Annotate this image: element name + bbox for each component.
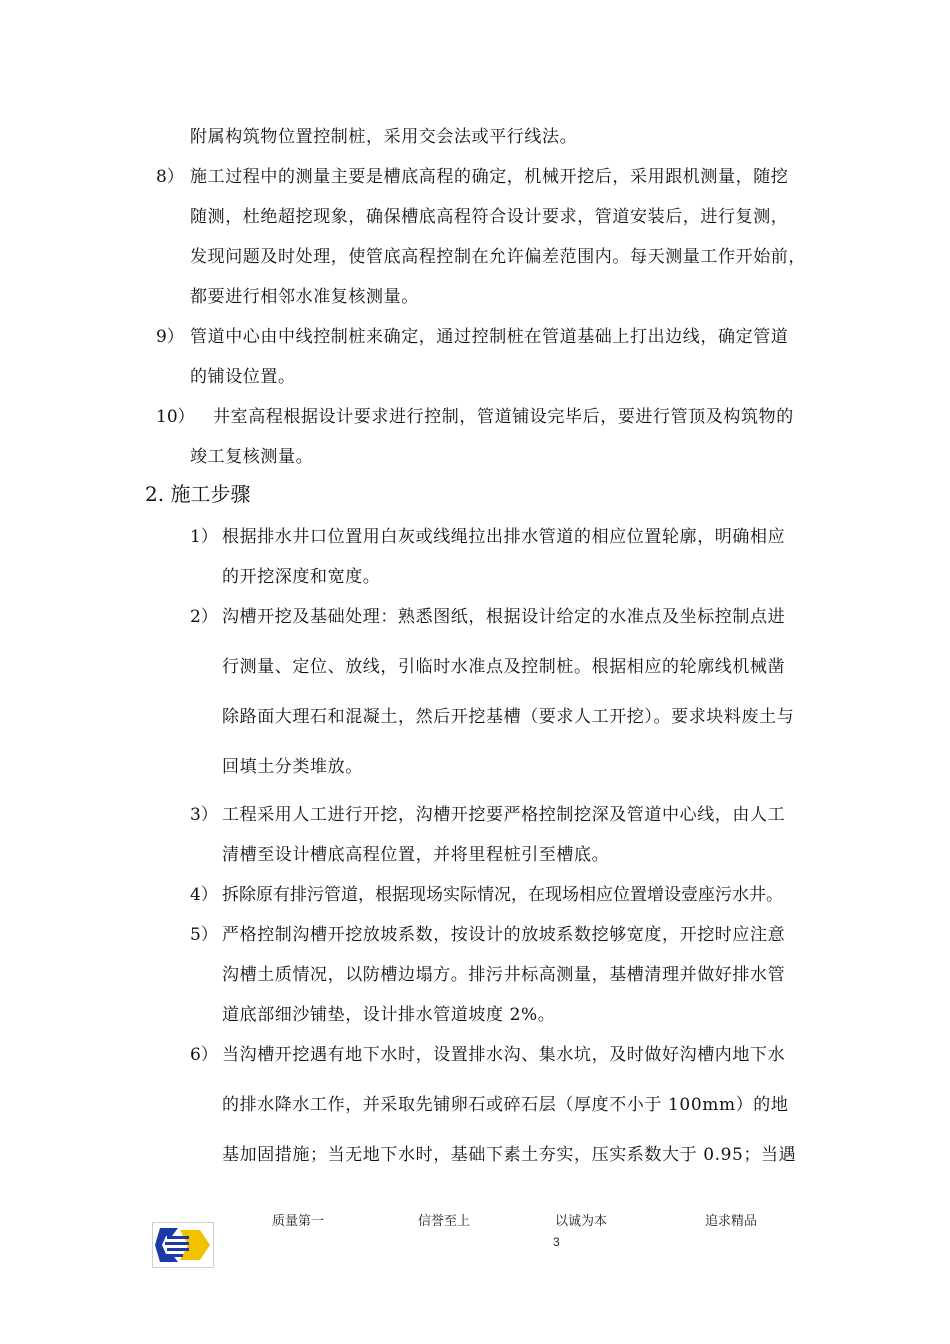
- item-number: 6）: [190, 1045, 218, 1065]
- paragraph-line: 严格控制沟槽开挖放坡系数，按设计的放坡系数挖够宽度，开挖时应注意: [222, 925, 786, 945]
- paragraph-line: 当沟槽开挖遇有地下水时，设置排水沟、集水坑，及时做好沟槽内地下水: [222, 1045, 786, 1065]
- paragraph-line: 的排水降水工作，并采取先铺卵石或碎石层（厚度不小于 100mm）的地: [222, 1095, 789, 1115]
- footer-motto: 追求精品: [705, 1214, 758, 1229]
- paragraph-line: 道底部细沙铺垫，设计排水管道坡度 2%。: [222, 1005, 556, 1025]
- footer-motto: 以诚为本: [555, 1214, 608, 1229]
- paragraph-line: 都要进行相邻水准复核测量。: [190, 287, 419, 307]
- paragraph-line: 根据排水井口位置用白灰或线绳拉出排水管道的相应位置轮廓，明确相应: [222, 527, 786, 547]
- paragraph-line: 随测，杜绝超挖现象，确保槽底高程符合设计要求，管道安装后，进行复测，: [190, 207, 789, 227]
- company-logo: [152, 1222, 214, 1268]
- page-number: 3: [553, 1235, 560, 1249]
- item-number: 9）: [156, 327, 184, 347]
- item-number: 10）: [156, 407, 195, 427]
- paragraph-line: 基加固措施；当无地下水时，基础下素土夯实，压实系数大于 0.95；当遇: [222, 1145, 797, 1165]
- paragraph-line: 拆除原有排污管道，根据现场实际情况，在现场相应位置增设壹座污水井。: [222, 885, 783, 905]
- paragraph-line: 沟槽土质情况，以防槽边塌方。排污井标高测量，基槽清理并做好排水管: [222, 965, 786, 985]
- paragraph-line: 管道中心由中线控制桩来确定，通过控制桩在管道基础上打出边线，确定管道: [190, 327, 789, 347]
- footer-motto: 信誉至上: [418, 1214, 471, 1229]
- paragraph-line: 竣工复核测量。: [190, 447, 314, 467]
- paragraph-line: 的开挖深度和宽度。: [222, 567, 381, 587]
- paragraph-line: 回填土分类堆放。: [222, 757, 363, 777]
- item-number: 2）: [190, 607, 218, 627]
- paragraph-line: 的铺设位置。: [190, 367, 296, 387]
- paragraph-line: 发现问题及时处理，使管底高程控制在允许偏差范围内。每天测量工作开始前，: [190, 247, 806, 267]
- paragraph-line: 工程采用人工进行开挖，沟槽开挖要严格控制挖深及管道中心线，由人工: [222, 805, 786, 825]
- paragraph-line: 除路面大理石和混凝土，然后开挖基槽（要求人工开挖）。要求块料废土与: [222, 707, 795, 727]
- item-number: 5）: [190, 925, 218, 945]
- paragraph-line: 沟槽开挖及基础处理：熟悉图纸，根据设计给定的水准点及坐标控制点进: [222, 607, 786, 627]
- item-number: 8）: [156, 167, 184, 187]
- footer-motto: 质量第一: [272, 1214, 325, 1229]
- item-number: 1）: [190, 527, 218, 547]
- section-heading: 2. 施工步骤: [145, 482, 251, 506]
- paragraph-line: 附属构筑物位置控制桩，采用交会法或平行线法。: [190, 127, 578, 147]
- item-number: 3）: [190, 805, 218, 825]
- paragraph-line: 施工过程中的测量主要是槽底高程的确定，机械开挖后，采用跟机测量，随挖: [190, 167, 789, 187]
- item-number: 4）: [190, 885, 218, 905]
- paragraph-line: 井室高程根据设计要求进行控制，管道铺设完毕后，要进行管顶及构筑物的: [213, 407, 794, 427]
- paragraph-line: 行测量、定位、放线，引临时水准点及控制桩。根据相应的轮廓线机械凿: [222, 657, 786, 677]
- paragraph-line: 清槽至设计槽底高程位置，并将里程桩引至槽底。: [222, 845, 610, 865]
